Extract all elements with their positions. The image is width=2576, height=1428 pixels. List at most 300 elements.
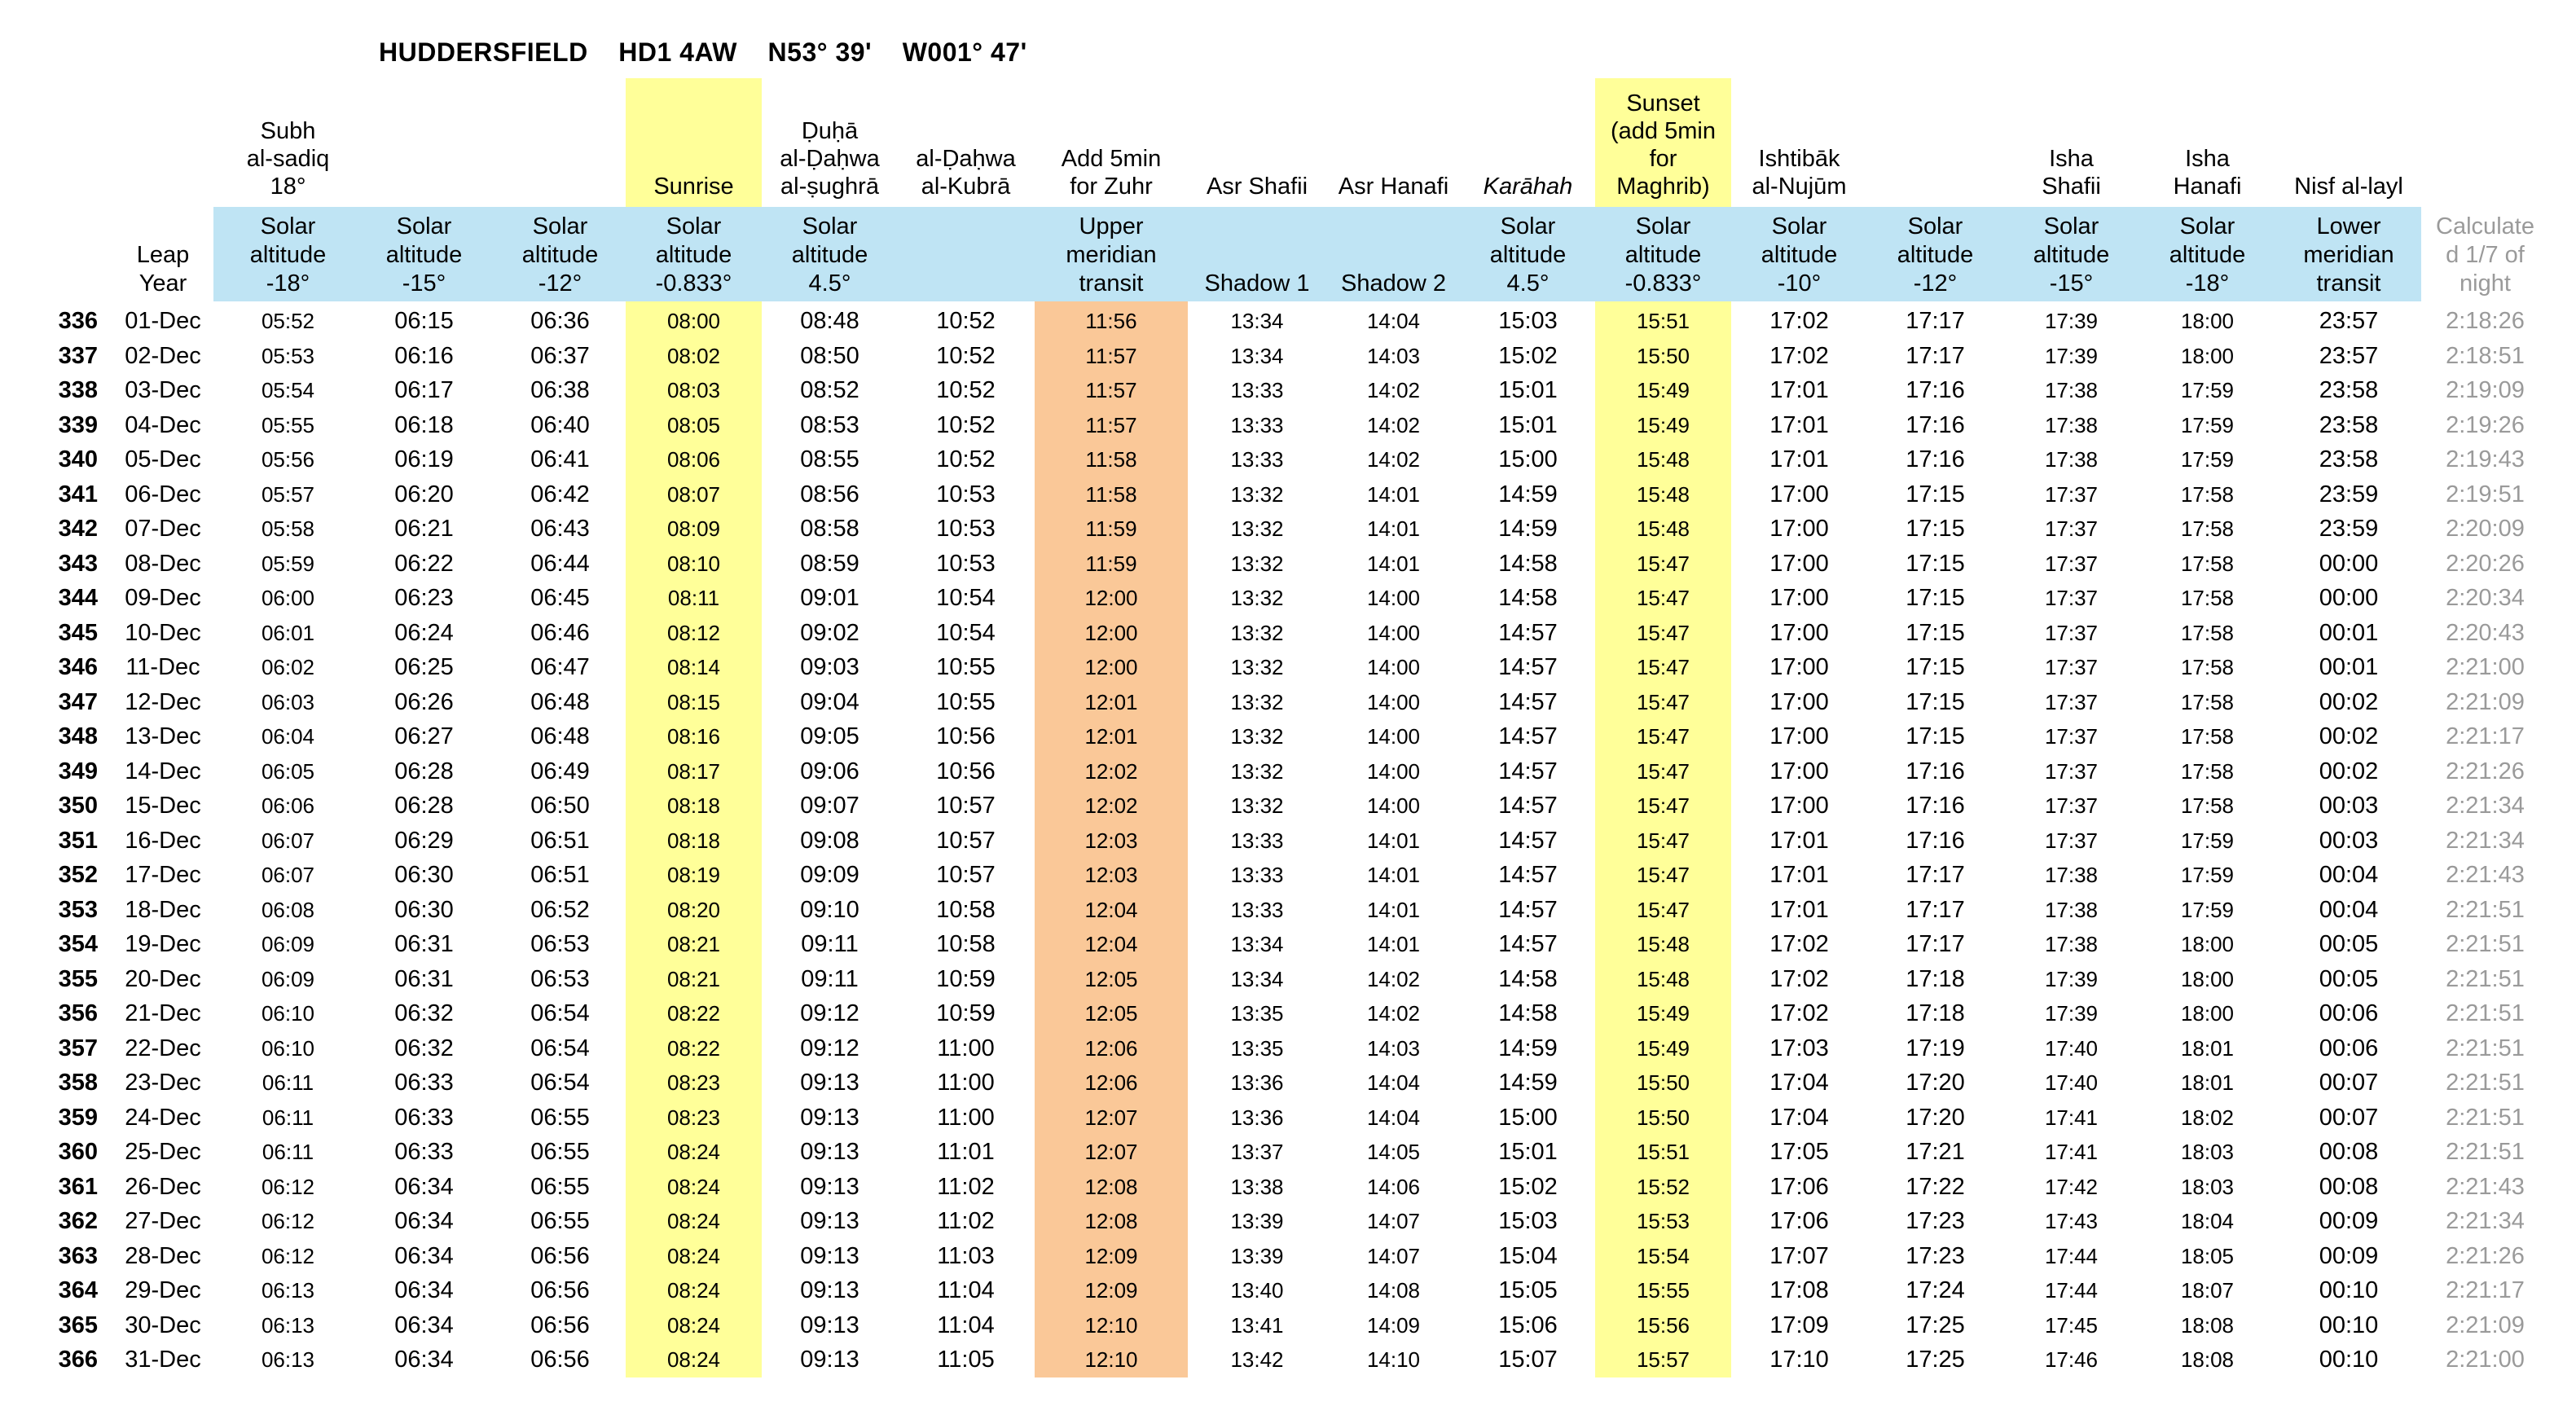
day-number: 339	[58, 411, 98, 438]
time-cell: 08:24	[666, 1347, 721, 1372]
time-cell: 17:59	[2180, 447, 2235, 472]
subheader-c16-line: Lower	[2316, 213, 2381, 239]
time-cell: 13:36	[1230, 1105, 1284, 1130]
time-cell: 15:57	[1636, 1347, 1690, 1372]
day-number: 355	[58, 965, 98, 992]
time-cell: 14:02	[1366, 447, 1421, 472]
subheader-c14-line: altitude	[2033, 242, 2110, 268]
time-cell: 15:01	[1498, 1139, 1558, 1165]
time-cell: 2:21:51	[2446, 931, 2525, 957]
time-cell: 11:57	[1085, 343, 1137, 368]
time-cell: 13:35	[1230, 1035, 1284, 1061]
time-cell: 23:57	[2319, 342, 2379, 369]
subheader-c10	[1461, 207, 1595, 301]
subheader-c17-line: Calculate	[2436, 213, 2534, 239]
time-cell: 08:23	[666, 1070, 721, 1095]
subheader-c15-line: altitude	[2169, 242, 2246, 268]
time-cell: 06:34	[394, 1242, 454, 1269]
time-cell: 08:56	[800, 481, 859, 507]
time-cell: 08:50	[800, 342, 859, 369]
time-cell: 06:32	[394, 1035, 454, 1061]
time-cell: 06:22	[394, 550, 454, 577]
table-row	[0, 1101, 2576, 1136]
day-number: 336	[58, 308, 98, 334]
time-cell: 14:57	[1498, 931, 1558, 957]
time-cell: 06:55	[530, 1173, 590, 1200]
day-number: 346	[58, 654, 98, 680]
time-cell: 17:00	[1769, 758, 1829, 784]
time-cell: 17:00	[1769, 516, 1829, 542]
day-number: 345	[58, 619, 98, 646]
subheader-c1-line: altitude	[249, 242, 327, 268]
time-cell: 17:39	[2044, 966, 2099, 991]
time-cell: 09:13	[800, 1312, 859, 1338]
time-cell: 14:57	[1498, 654, 1558, 680]
day-number: 337	[58, 342, 98, 369]
time-cell: 17:17	[1906, 931, 1965, 957]
day-number: 350	[58, 793, 98, 819]
time-cell: 10:58	[936, 896, 996, 923]
time-cell: 06:02	[261, 655, 315, 679]
time-cell: 08:24	[666, 1312, 721, 1338]
time-cell: 15:49	[1636, 1001, 1690, 1026]
time-cell: 17:41	[2044, 1105, 2099, 1130]
time-cell: 06:28	[394, 793, 454, 819]
table-row	[0, 339, 2576, 374]
time-cell: 09:01	[800, 585, 859, 611]
time-cell: 17:16	[1906, 377, 1965, 403]
time-cell: 14:04	[1366, 309, 1421, 333]
time-cell: 15:02	[1498, 1173, 1558, 1200]
time-cell: 14:57	[1498, 723, 1558, 749]
time-cell: 06:50	[530, 793, 590, 819]
day-number: 352	[58, 862, 98, 888]
time-cell: 08:48	[800, 308, 859, 334]
time-cell: 06:30	[394, 896, 454, 923]
time-cell: 06:55	[530, 1104, 590, 1131]
date-cell: 31-Dec	[125, 1347, 201, 1373]
time-cell: 14:57	[1498, 862, 1558, 888]
time-cell: 09:13	[800, 1104, 859, 1131]
time-cell: 08:55	[800, 446, 859, 472]
time-cell: 08:09	[666, 516, 721, 541]
time-cell: 05:59	[261, 551, 315, 576]
time-cell: 2:18:26	[2446, 308, 2525, 334]
time-cell: 17:42	[2044, 1174, 2099, 1199]
time-cell: 2:21:34	[2446, 827, 2525, 854]
time-cell: 08:19	[666, 863, 721, 887]
time-cell: 12:05	[1084, 966, 1138, 991]
subheader-leap-line: Leap	[136, 242, 190, 268]
time-cell: 2:21:17	[2446, 1277, 2525, 1303]
time-cell: 10:52	[936, 411, 996, 438]
date-cell: 22-Dec	[125, 1035, 201, 1061]
time-cell: 06:34	[394, 1312, 454, 1338]
time-cell: 17:02	[1769, 342, 1829, 369]
day-number: 358	[58, 1070, 98, 1096]
time-cell: 17:01	[1769, 377, 1829, 403]
subheader-c11-line: Solar	[1635, 213, 1691, 239]
time-cell: 17:04	[1769, 1104, 1829, 1131]
day-number: 341	[58, 481, 98, 507]
time-cell: 06:51	[530, 827, 590, 854]
time-cell: 12:05	[1084, 1001, 1138, 1026]
time-cell: 17:58	[2180, 793, 2235, 818]
day-number: 359	[58, 1104, 98, 1131]
time-cell: 17:02	[1769, 965, 1829, 992]
time-cell: 08:05	[666, 412, 721, 437]
time-cell: 06:31	[394, 965, 454, 992]
time-cell: 15:03	[1498, 308, 1558, 334]
time-cell: 08:06	[666, 447, 721, 472]
time-cell: 13:38	[1230, 1174, 1284, 1199]
time-cell: 14:04	[1366, 1070, 1421, 1095]
time-cell: 08:15	[666, 689, 721, 714]
time-cell: 15:47	[1636, 793, 1690, 818]
time-cell: 00:01	[2319, 654, 2379, 680]
time-cell: 17:45	[2044, 1312, 2099, 1338]
time-cell: 17:22	[1906, 1173, 1965, 1200]
time-cell: 08:24	[666, 1174, 721, 1199]
time-cell: 06:12	[261, 1174, 315, 1199]
time-cell: 00:08	[2319, 1139, 2379, 1165]
time-cell: 06:33	[394, 1139, 454, 1165]
time-cell: 15:47	[1636, 897, 1690, 922]
time-cell: 15:01	[1498, 377, 1558, 403]
subheader-c4	[626, 207, 762, 301]
time-cell: 13:32	[1230, 481, 1284, 507]
header-sunset-line: (add 5min	[1611, 118, 1716, 144]
time-cell: 00:06	[2319, 1000, 2379, 1026]
time-cell: 17:39	[2044, 343, 2099, 368]
time-cell: 14:01	[1366, 516, 1421, 541]
time-cell: 09:13	[800, 1173, 859, 1200]
time-cell: 17:15	[1906, 654, 1965, 680]
time-cell: 06:54	[530, 1000, 590, 1026]
time-cell: 17:59	[2180, 863, 2235, 887]
time-cell: 14:57	[1498, 619, 1558, 646]
header-isha-shafii	[2003, 81, 2139, 204]
time-cell: 00:01	[2319, 619, 2379, 646]
subheader-c8-line: Shadow 1	[1204, 270, 1310, 297]
table-row	[0, 1135, 2576, 1170]
time-cell: 08:11	[667, 586, 720, 610]
header-sunrise-line: Sunrise	[653, 174, 734, 200]
time-cell: 17:58	[2180, 586, 2235, 610]
date-cell: 13-Dec	[125, 723, 201, 749]
header-karahah	[1461, 81, 1595, 204]
time-cell: 15:04	[1498, 1242, 1558, 1269]
time-cell: 05:52	[261, 309, 315, 333]
time-cell: 12:01	[1084, 689, 1138, 714]
subheader-c1-line: Solar	[260, 213, 316, 239]
time-cell: 15:01	[1498, 411, 1558, 438]
subheader-c2-line: altitude	[385, 242, 463, 268]
time-cell: 14:57	[1498, 793, 1558, 819]
time-cell: 08:14	[666, 655, 721, 679]
time-cell: 06:10	[261, 1035, 315, 1061]
time-cell: 06:23	[394, 585, 454, 611]
time-cell: 09:12	[800, 1000, 859, 1026]
day-number: 360	[58, 1139, 98, 1165]
time-cell: 12:09	[1084, 1278, 1138, 1303]
time-cell: 08:17	[666, 758, 721, 784]
time-cell: 15:48	[1636, 932, 1690, 956]
page-title: HUDDERSFIELD HD1 4AW N53° 39' W001° 47'	[379, 37, 1027, 67]
time-cell: 17:17	[1906, 342, 1965, 369]
date-cell: 04-Dec	[125, 411, 201, 438]
time-cell: 00:08	[2319, 1173, 2379, 1200]
time-cell: 10:54	[936, 619, 996, 646]
time-cell: 17:43	[2044, 1209, 2099, 1233]
time-cell: 00:06	[2319, 1035, 2379, 1061]
time-cell: 14:03	[1366, 1035, 1421, 1061]
time-cell: 14:08	[1366, 1278, 1421, 1303]
time-cell: 13:33	[1230, 863, 1284, 887]
time-cell: 17:15	[1906, 723, 1965, 749]
time-cell: 08:21	[666, 932, 721, 956]
time-cell: 17:24	[1906, 1277, 1965, 1303]
time-cell: 06:11	[262, 1105, 314, 1130]
header-zuhr	[1035, 81, 1188, 204]
header-isha-shafii-line: Isha	[2049, 146, 2094, 172]
time-cell: 05:56	[261, 447, 315, 472]
time-cell: 06:19	[394, 446, 454, 472]
subheader-c10-line: altitude	[1489, 242, 1567, 268]
time-cell: 06:07	[261, 863, 315, 887]
time-cell: 13:34	[1230, 966, 1284, 991]
table-row	[0, 512, 2576, 547]
time-cell: 13:37	[1230, 1140, 1284, 1164]
time-cell: 17:01	[1769, 446, 1829, 472]
time-cell: 06:42	[530, 481, 590, 507]
time-cell: 13:33	[1230, 378, 1284, 402]
time-cell: 15:05	[1498, 1277, 1558, 1303]
header-duha-sughra	[762, 81, 898, 204]
time-cell: 05:54	[261, 378, 315, 402]
time-cell: 15:06	[1498, 1312, 1558, 1338]
time-cell: 17:38	[2044, 863, 2099, 887]
time-cell: 06:51	[530, 862, 590, 888]
time-cell: 14:58	[1498, 1000, 1558, 1026]
time-cell: 08:24	[666, 1140, 721, 1164]
subheader-c12-line: altitude	[1761, 242, 1838, 268]
day-number: 340	[58, 446, 98, 472]
time-cell: 23:58	[2319, 446, 2379, 472]
prayer-times-table	[0, 304, 2576, 1377]
time-cell: 06:10	[261, 1001, 315, 1026]
time-cell: 13:32	[1230, 655, 1284, 679]
date-cell: 03-Dec	[125, 377, 201, 403]
time-cell: 15:49	[1636, 412, 1690, 437]
time-cell: 17:00	[1769, 585, 1829, 611]
subheader-c7-line: meridian	[1066, 242, 1157, 268]
time-cell: 08:02	[666, 343, 721, 368]
subheader-c14-line: -15°	[2049, 270, 2094, 297]
header-karahah-line: Karāhah	[1483, 174, 1573, 200]
time-cell: 06:32	[394, 1000, 454, 1026]
time-cell: 17:00	[1769, 793, 1829, 819]
time-cell: 08:22	[666, 1001, 721, 1026]
time-cell: 12:01	[1084, 724, 1138, 749]
time-cell: 17:05	[1769, 1139, 1829, 1165]
time-cell: 10:52	[936, 308, 996, 334]
time-cell: 17:15	[1906, 585, 1965, 611]
table-row	[0, 1342, 2576, 1377]
date-cell: 29-Dec	[125, 1277, 201, 1303]
subheader-c7-line: transit	[1079, 270, 1144, 297]
date-cell: 30-Dec	[125, 1312, 201, 1338]
header-duha-sughra-line: al-Ḍaḥwa	[780, 146, 880, 172]
time-cell: 17:37	[2044, 689, 2099, 714]
time-cell: 14:58	[1498, 965, 1558, 992]
header-sunset	[1595, 81, 1731, 204]
time-cell: 10:53	[936, 516, 996, 542]
time-cell: 11:00	[937, 1035, 995, 1061]
time-cell: 17:41	[2044, 1140, 2099, 1164]
day-number: 343	[58, 550, 98, 577]
time-cell: 06:06	[261, 793, 315, 818]
time-cell: 17:58	[2180, 724, 2235, 749]
time-cell: 06:11	[262, 1140, 314, 1164]
time-cell: 15:50	[1636, 1070, 1690, 1095]
time-cell: 18:08	[2180, 1347, 2235, 1372]
header-sunset-line: Maghrib)	[1616, 174, 1710, 200]
time-cell: 2:19:26	[2446, 411, 2525, 438]
header-duha-sughra-line: al-ṣughrā	[780, 174, 879, 200]
time-cell: 08:00	[666, 309, 721, 333]
time-cell: 2:21:43	[2446, 1173, 2525, 1200]
time-cell: 17:01	[1769, 862, 1829, 888]
time-cell: 00:02	[2319, 758, 2379, 784]
time-cell: 12:08	[1084, 1174, 1138, 1199]
time-cell: 05:55	[261, 412, 315, 437]
time-cell: 10:52	[936, 342, 996, 369]
time-cell: 15:50	[1636, 343, 1690, 368]
date-cell: 02-Dec	[125, 342, 201, 369]
table-row	[0, 616, 2576, 651]
time-cell: 17:01	[1769, 827, 1829, 854]
time-cell: 17:38	[2044, 412, 2099, 437]
day-number: 361	[58, 1173, 98, 1200]
time-cell: 12:03	[1084, 828, 1138, 853]
day-number: 363	[58, 1242, 98, 1269]
time-cell: 09:10	[800, 896, 859, 923]
time-cell: 17:58	[2180, 551, 2235, 576]
time-cell: 2:21:51	[2446, 1104, 2525, 1131]
time-cell: 05:57	[261, 481, 315, 507]
time-cell: 14:02	[1366, 966, 1421, 991]
time-cell: 12:06	[1084, 1070, 1138, 1095]
time-cell: 13:33	[1230, 412, 1284, 437]
time-cell: 13:34	[1230, 309, 1284, 333]
time-cell: 17:01	[1769, 411, 1829, 438]
time-cell: 15:47	[1636, 828, 1690, 853]
time-cell: 06:41	[530, 446, 590, 472]
time-cell: 10:55	[936, 654, 996, 680]
time-cell: 06:53	[530, 965, 590, 992]
time-cell: 15:49	[1636, 1035, 1690, 1061]
subheader-c7-line: Upper	[1079, 213, 1144, 239]
time-cell: 14:57	[1498, 827, 1558, 854]
date-cell: 26-Dec	[125, 1173, 201, 1200]
time-cell: 2:20:43	[2446, 619, 2525, 646]
time-cell: 15:07	[1498, 1347, 1558, 1373]
time-cell: 15:56	[1636, 1312, 1690, 1338]
time-cell: 14:01	[1366, 828, 1421, 853]
time-cell: 17:37	[2044, 516, 2099, 541]
subheader-leap	[106, 207, 220, 301]
day-number: 342	[58, 516, 98, 542]
time-cell: 11:04	[937, 1277, 995, 1303]
subheader-c15-line: -18°	[2185, 270, 2230, 297]
subheader-c17	[2422, 207, 2548, 301]
header-sunset-line: for	[1649, 146, 1677, 172]
time-cell: 06:34	[394, 1208, 454, 1234]
subheader-c2	[356, 207, 492, 301]
time-cell: 11:01	[937, 1139, 995, 1165]
header-asr-hanafi-line: Asr Hanafi	[1338, 174, 1449, 200]
subheader-c14	[2003, 207, 2139, 301]
time-cell: 06:44	[530, 550, 590, 577]
time-cell: 17:10	[1769, 1347, 1829, 1373]
time-cell: 17:15	[1906, 688, 1965, 715]
time-cell: 09:13	[800, 1070, 859, 1096]
time-cell: 17:17	[1906, 896, 1965, 923]
header-subh-line: 18°	[270, 174, 306, 200]
time-cell: 2:21:09	[2446, 1312, 2525, 1338]
time-cell: 17:15	[1906, 516, 1965, 542]
time-cell: 15:47	[1636, 724, 1690, 749]
time-cell: 06:56	[530, 1312, 590, 1338]
subheader-c10-line: Solar	[1500, 213, 1556, 239]
time-cell: 2:21:51	[2446, 1035, 2525, 1061]
time-cell: 00:05	[2319, 931, 2379, 957]
time-cell: 06:09	[261, 966, 315, 991]
time-cell: 09:13	[800, 1242, 859, 1269]
time-cell: 11:58	[1085, 481, 1137, 507]
time-cell: 23:57	[2319, 308, 2379, 334]
time-cell: 14:59	[1498, 481, 1558, 507]
time-cell: 06:54	[530, 1070, 590, 1096]
time-cell: 17:21	[1906, 1139, 1965, 1165]
time-cell: 13:39	[1230, 1243, 1284, 1268]
time-cell: 10:57	[936, 793, 996, 819]
time-cell: 12:07	[1084, 1140, 1138, 1164]
time-cell: 06:34	[394, 1277, 454, 1303]
subheader-c4-line: Solar	[666, 213, 722, 239]
time-cell: 17:01	[1769, 896, 1829, 923]
subheader-c5-line: Solar	[802, 213, 858, 239]
time-cell: 18:01	[2180, 1070, 2235, 1095]
time-cell: 00:04	[2319, 896, 2379, 923]
time-cell: 18:01	[2180, 1035, 2235, 1061]
table-row	[0, 858, 2576, 893]
time-cell: 06:24	[394, 619, 454, 646]
table-row	[0, 373, 2576, 408]
day-number: 357	[58, 1035, 98, 1061]
time-cell: 13:35	[1230, 1001, 1284, 1026]
time-cell: 17:37	[2044, 758, 2099, 784]
time-cell: 2:21:43	[2446, 862, 2525, 888]
time-cell: 08:24	[666, 1209, 721, 1233]
time-cell: 2:19:09	[2446, 377, 2525, 403]
time-cell: 08:23	[666, 1105, 721, 1130]
time-cell: 14:01	[1366, 932, 1421, 956]
time-cell: 06:45	[530, 585, 590, 611]
subheader-c13-line: Solar	[1907, 213, 1963, 239]
time-cell: 10:59	[936, 1000, 996, 1026]
